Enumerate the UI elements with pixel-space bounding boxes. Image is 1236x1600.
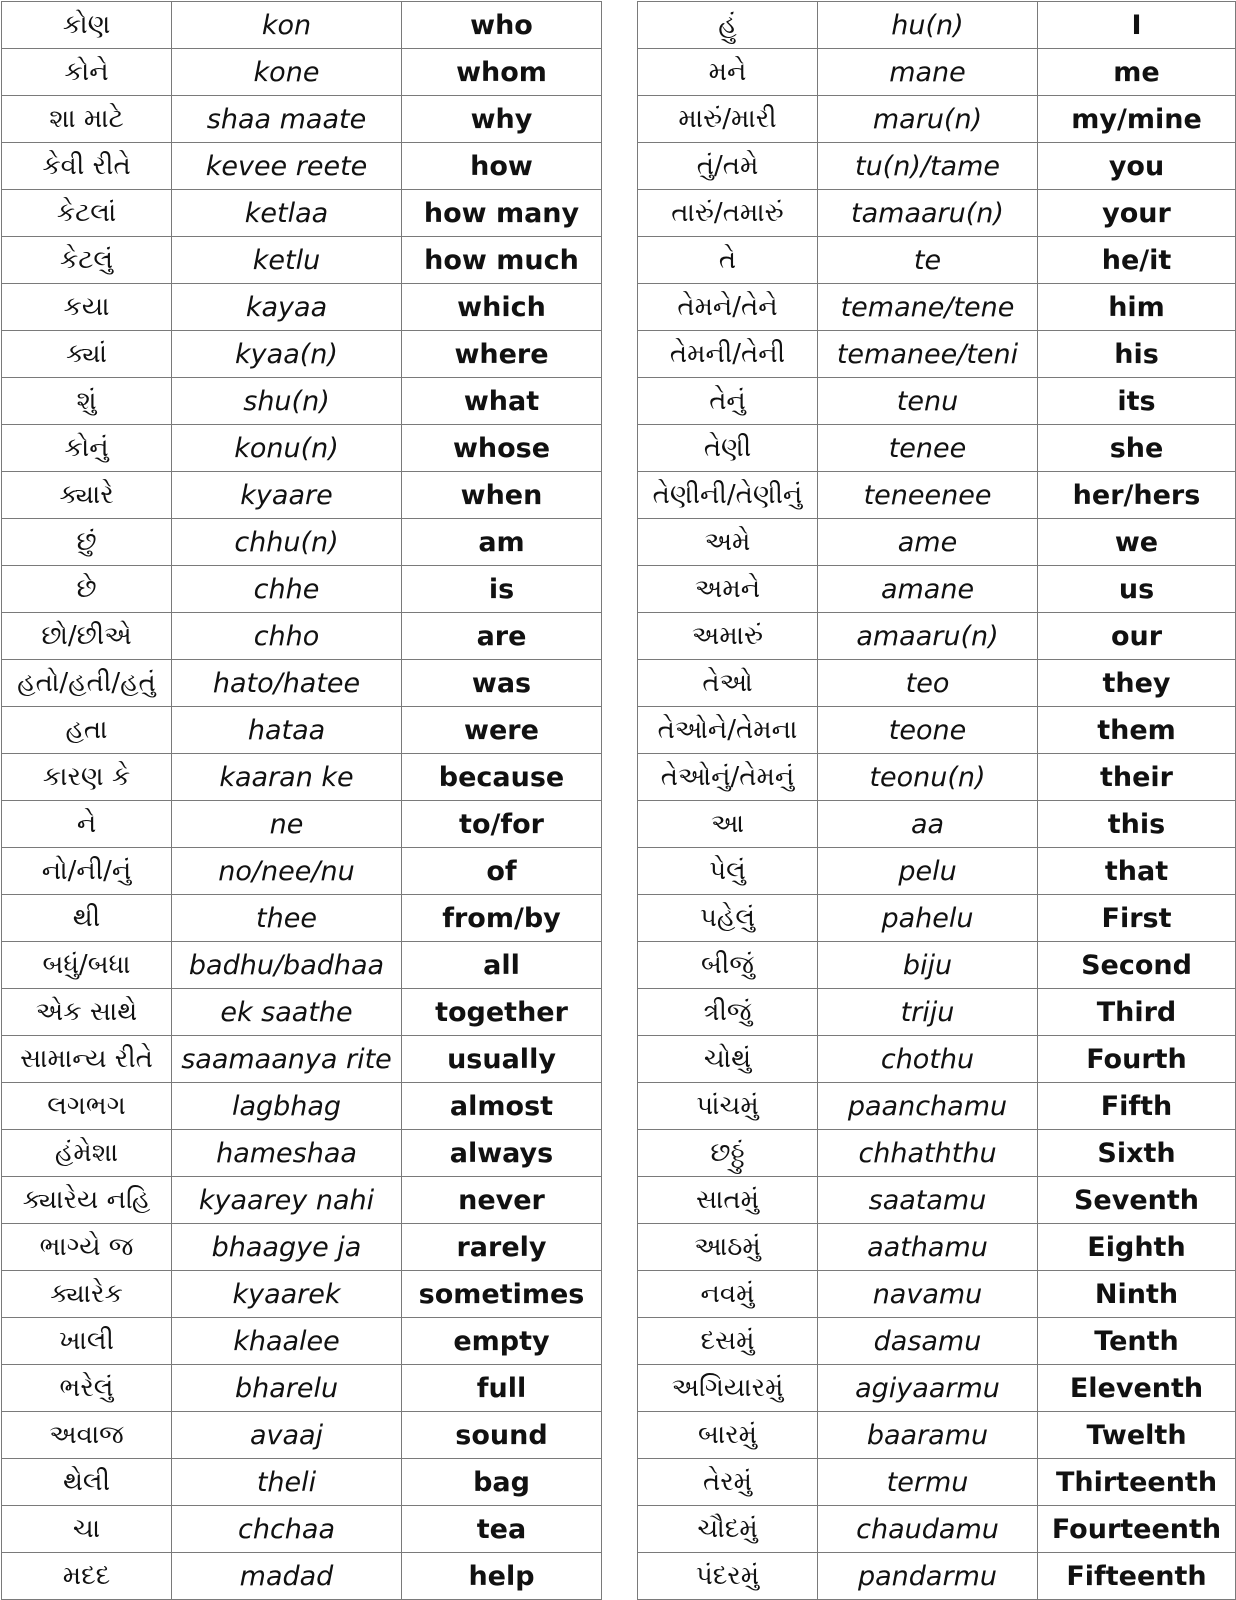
gujarati-word: ભાગ્યે જ [2,1224,172,1271]
table-row [638,1083,1236,1130]
transliteration: tu(n)/tame [818,143,1038,190]
gujarati-word: છો/છીએ [2,613,172,660]
transliteration: bharelu [172,1365,402,1412]
gujarati-word: તેમની/તેની [638,331,818,378]
transliteration: thee [172,895,402,942]
table-row [638,143,1236,190]
gujarati-word: અવાજ [2,1412,172,1459]
transliteration: teneenee [818,472,1038,519]
transliteration: chchaa [172,1506,402,1553]
english-meaning: help [402,1553,602,1600]
gujarati-word: અગિયારમું [638,1365,818,1412]
table-row [2,1083,602,1130]
gujarati-word: કોનું [2,425,172,472]
transliteration: termu [818,1459,1038,1506]
table-row [638,942,1236,989]
gujarati-word: ક્યાં [2,331,172,378]
english-meaning: rarely [402,1224,602,1271]
table-row [2,425,602,472]
table-row [638,331,1236,378]
transliteration: ketlaa [172,190,402,237]
table-row [638,566,1236,613]
transliteration: kayaa [172,284,402,331]
transliteration: aa [818,801,1038,848]
transliteration: kevee reete [172,143,402,190]
english-meaning: your [1038,190,1236,237]
transliteration: saatamu [818,1177,1038,1224]
english-meaning: Third [1038,989,1236,1036]
english-meaning: Eleventh [1038,1365,1236,1412]
gujarati-word: હું [638,2,818,49]
vocab-table-right-body [638,2,1236,1600]
table-row [638,425,1236,472]
table-row [638,848,1236,895]
gujarati-word: ચોથું [638,1036,818,1083]
transliteration: pelu [818,848,1038,895]
english-meaning: that [1038,848,1236,895]
table-row [638,237,1236,284]
english-meaning: full [402,1365,602,1412]
table-row [2,1130,602,1177]
gujarati-word: મને [638,49,818,96]
gujarati-word: કેટલું [2,237,172,284]
table-row [2,96,602,143]
english-meaning: their [1038,754,1236,801]
transliteration: hameshaa [172,1130,402,1177]
table-row [2,613,602,660]
gujarati-word: કેવી રીતે [2,143,172,190]
english-meaning: sometimes [402,1271,602,1318]
table-row [638,284,1236,331]
table-row [638,989,1236,1036]
english-meaning: sound [402,1412,602,1459]
english-meaning: its [1038,378,1236,425]
vocab-table-left-body [2,2,602,1600]
transliteration: lagbhag [172,1083,402,1130]
gujarati-word: પંદરમું [638,1553,818,1600]
gujarati-word: તેમને/તેને [638,284,818,331]
table-row [2,989,602,1036]
transliteration: kon [172,2,402,49]
english-meaning: always [402,1130,602,1177]
english-meaning: when [402,472,602,519]
gujarati-word: તે [638,237,818,284]
table-row [638,1365,1236,1412]
table-row [638,613,1236,660]
english-meaning: Second [1038,942,1236,989]
table-row [2,1412,602,1459]
english-meaning: Ninth [1038,1271,1236,1318]
transliteration: kyaarey nahi [172,1177,402,1224]
english-meaning: together [402,989,602,1036]
transliteration: baaramu [818,1412,1038,1459]
english-meaning: Fourteenth [1038,1506,1236,1553]
transliteration: chhaththu [818,1130,1038,1177]
transliteration: tenee [818,425,1038,472]
table-row [638,754,1236,801]
transliteration: ketlu [172,237,402,284]
gujarati-word: કારણ કે [2,754,172,801]
transliteration: shaa maate [172,96,402,143]
gujarati-word: તેનું [638,378,818,425]
transliteration: hataa [172,707,402,754]
transliteration: ne [172,801,402,848]
table-row [638,895,1236,942]
english-meaning: Thirteenth [1038,1459,1236,1506]
gujarati-word: ક્યારેય નહિ [2,1177,172,1224]
gujarati-word: તેઓનું/તેમનું [638,754,818,801]
english-meaning: am [402,519,602,566]
table-row [2,190,602,237]
gujarati-word: બીજું [638,942,818,989]
gujarati-word: શા માટે [2,96,172,143]
table-row [2,1271,602,1318]
vocab-table-right [637,1,1236,1600]
transliteration: chhu(n) [172,519,402,566]
table-row [638,1036,1236,1083]
english-meaning: I [1038,2,1236,49]
transliteration: triju [818,989,1038,1036]
transliteration: te [818,237,1038,284]
table-row [638,1271,1236,1318]
gujarati-word: મારું/મારી [638,96,818,143]
transliteration: pahelu [818,895,1038,942]
english-meaning: Fourth [1038,1036,1236,1083]
table-row [2,660,602,707]
transliteration: hato/hatee [172,660,402,707]
transliteration: agiyaarmu [818,1365,1038,1412]
table-row [2,2,602,49]
transliteration: ame [818,519,1038,566]
table-row [638,49,1236,96]
table-row [638,1177,1236,1224]
gujarati-word: કોણ [2,2,172,49]
table-row [638,472,1236,519]
english-meaning: her/hers [1038,472,1236,519]
table-row [2,143,602,190]
table-row [638,1130,1236,1177]
english-meaning: where [402,331,602,378]
english-meaning: how [402,143,602,190]
english-meaning: them [1038,707,1236,754]
transliteration: amane [818,566,1038,613]
table-row [2,707,602,754]
table-row [638,1553,1236,1600]
gujarati-word: અમે [638,519,818,566]
english-meaning: Fifth [1038,1083,1236,1130]
transliteration: kaaran ke [172,754,402,801]
transliteration: no/nee/nu [172,848,402,895]
english-meaning: Seventh [1038,1177,1236,1224]
table-row [2,848,602,895]
table-row [2,1224,602,1271]
english-meaning: almost [402,1083,602,1130]
table-row [2,331,602,378]
english-meaning: me [1038,49,1236,96]
table-row [638,1412,1236,1459]
english-meaning: who [402,2,602,49]
gujarati-word: હતા [2,707,172,754]
english-meaning: were [402,707,602,754]
gujarati-word: પહેલું [638,895,818,942]
table-row [2,754,602,801]
english-meaning: was [402,660,602,707]
transliteration: konu(n) [172,425,402,472]
transliteration: shu(n) [172,378,402,425]
gujarati-word: આઠમું [638,1224,818,1271]
table-row [638,1506,1236,1553]
english-meaning: Eighth [1038,1224,1236,1271]
gujarati-word: શું [2,378,172,425]
table-row [2,1553,602,1600]
table-row [638,1459,1236,1506]
english-meaning: are [402,613,602,660]
gujarati-word: તેણીની/તેણીનું [638,472,818,519]
transliteration: khaalee [172,1318,402,1365]
table-row [2,1365,602,1412]
gujarati-word: ચૌદમું [638,1506,818,1553]
english-meaning: because [402,754,602,801]
gujarati-word: પેલું [638,848,818,895]
transliteration: kyaarek [172,1271,402,1318]
transliteration: avaaj [172,1412,402,1459]
transliteration: chothu [818,1036,1038,1083]
english-meaning: what [402,378,602,425]
transliteration: chhe [172,566,402,613]
gujarati-word: ચા [2,1506,172,1553]
transliteration: ek saathe [172,989,402,1036]
gujarati-word: પાંચમું [638,1083,818,1130]
table-row [2,237,602,284]
transliteration: maru(n) [818,96,1038,143]
english-meaning: bag [402,1459,602,1506]
gujarati-word: દસમું [638,1318,818,1365]
gujarati-word: ત્રીજું [638,989,818,1036]
gujarati-word: સાતમું [638,1177,818,1224]
gujarati-word: મદદ [2,1553,172,1600]
gujarati-word: બધું/બધા [2,942,172,989]
transliteration: teone [818,707,1038,754]
english-meaning: they [1038,660,1236,707]
gujarati-word: ભરેલું [2,1365,172,1412]
gujarati-word: છું [2,519,172,566]
english-meaning: First [1038,895,1236,942]
transliteration: kyaa(n) [172,331,402,378]
english-meaning: all [402,942,602,989]
table-row [2,49,602,96]
table-row [638,519,1236,566]
table-row [2,1459,602,1506]
english-meaning: whom [402,49,602,96]
english-meaning: how many [402,190,602,237]
english-meaning: which [402,284,602,331]
transliteration: kyaare [172,472,402,519]
english-meaning: of [402,848,602,895]
gujarati-word: તેણી [638,425,818,472]
table-row [2,1177,602,1224]
transliteration: mane [818,49,1038,96]
gujarati-word: ક્યારેક [2,1271,172,1318]
transliteration: temanee/teni [818,331,1038,378]
table-row [2,472,602,519]
english-meaning: we [1038,519,1236,566]
transliteration: tenu [818,378,1038,425]
transliteration: amaaru(n) [818,613,1038,660]
english-meaning: she [1038,425,1236,472]
transliteration: tamaaru(n) [818,190,1038,237]
transliteration: bhaagye ja [172,1224,402,1271]
table-row [638,96,1236,143]
transliteration: teonu(n) [818,754,1038,801]
table-row [2,1506,602,1553]
english-meaning: Sixth [1038,1130,1236,1177]
english-meaning: from/by [402,895,602,942]
gujarati-word: નો/ની/નું [2,848,172,895]
gujarati-word: લગભગ [2,1083,172,1130]
transliteration: theli [172,1459,402,1506]
transliteration: temane/tene [818,284,1038,331]
gujarati-word: તેઓને/તેમના [638,707,818,754]
table-row [2,1318,602,1365]
english-meaning: my/mine [1038,96,1236,143]
gujarati-word: ખાલી [2,1318,172,1365]
english-meaning: Tenth [1038,1318,1236,1365]
gujarati-word: છે [2,566,172,613]
table-row [638,801,1236,848]
english-meaning: how much [402,237,602,284]
table-row [638,378,1236,425]
vocab-table-left [1,1,602,1600]
english-meaning: him [1038,284,1236,331]
gujarati-word: આ [638,801,818,848]
transliteration: aathamu [818,1224,1038,1271]
table-row [2,942,602,989]
english-meaning: Twelth [1038,1412,1236,1459]
gujarati-word: અમારું [638,613,818,660]
gujarati-word: થેલી [2,1459,172,1506]
table-row [2,519,602,566]
table-row [2,566,602,613]
gujarati-word: થી [2,895,172,942]
transliteration: kone [172,49,402,96]
transliteration: paanchamu [818,1083,1038,1130]
english-meaning: his [1038,331,1236,378]
gujarati-word: તેરમું [638,1459,818,1506]
gujarati-word: બારમું [638,1412,818,1459]
gujarati-word: નવમું [638,1271,818,1318]
english-meaning: empty [402,1318,602,1365]
english-meaning: whose [402,425,602,472]
gujarati-word: અમને [638,566,818,613]
english-meaning: this [1038,801,1236,848]
gujarati-word: તેઓ [638,660,818,707]
english-meaning: usually [402,1036,602,1083]
table-row [2,378,602,425]
transliteration: madad [172,1553,402,1600]
transliteration: teo [818,660,1038,707]
english-meaning: why [402,96,602,143]
english-meaning: us [1038,566,1236,613]
table-row [2,801,602,848]
table-row [2,1036,602,1083]
table-row [2,895,602,942]
table-row [638,190,1236,237]
transliteration: chho [172,613,402,660]
gujarati-word: હતો/હતી/હતું [2,660,172,707]
table-row [638,2,1236,49]
table-row [638,1318,1236,1365]
transliteration: dasamu [818,1318,1038,1365]
gujarati-word: કેટલાં [2,190,172,237]
gujarati-word: કોને [2,49,172,96]
transliteration: saamaanya rite [172,1036,402,1083]
gujarati-word: ક્યારે [2,472,172,519]
gujarati-word: હંમેશા [2,1130,172,1177]
english-meaning: never [402,1177,602,1224]
english-meaning: is [402,566,602,613]
transliteration: pandarmu [818,1553,1038,1600]
gujarati-word: તારું/તમારું [638,190,818,237]
english-meaning: tea [402,1506,602,1553]
english-meaning: our [1038,613,1236,660]
table-row [638,707,1236,754]
transliteration: chaudamu [818,1506,1038,1553]
transliteration: hu(n) [818,2,1038,49]
transliteration: biju [818,942,1038,989]
english-meaning: he/it [1038,237,1236,284]
gujarati-word: તું/તમે [638,143,818,190]
gujarati-word: ને [2,801,172,848]
table-row [638,1224,1236,1271]
gujarati-word: સામાન્ય રીતે [2,1036,172,1083]
gujarati-word: એક સાથે [2,989,172,1036]
table-row [2,284,602,331]
gujarati-word: છઠ્ઠું [638,1130,818,1177]
transliteration: badhu/badhaa [172,942,402,989]
english-meaning: Fifteenth [1038,1553,1236,1600]
gujarati-word: કયા [2,284,172,331]
transliteration: navamu [818,1271,1038,1318]
english-meaning: you [1038,143,1236,190]
english-meaning: to/for [402,801,602,848]
table-row [638,660,1236,707]
